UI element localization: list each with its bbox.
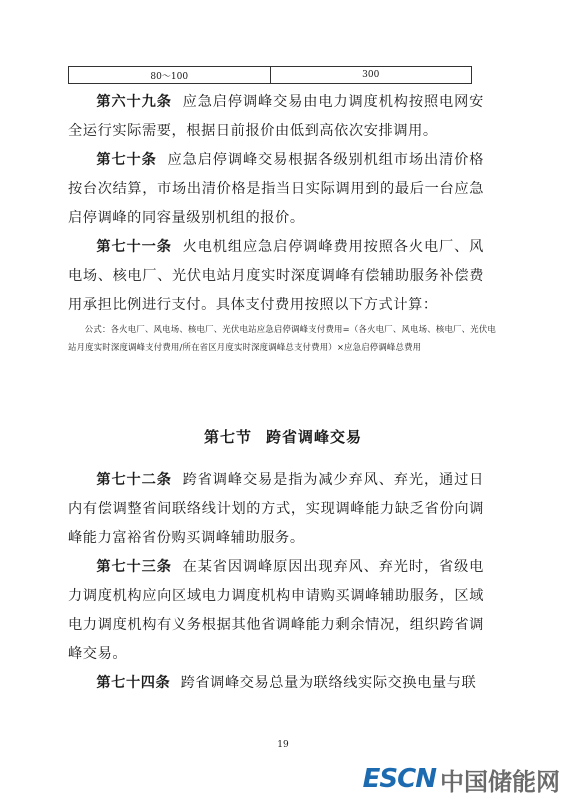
article-number: 第七十四条 (96, 675, 171, 691)
article-body: 应急启停调峰交易由电力调度机构按照电网安全运行实际需要，根据日前报价由低到高依次安排调用。 (68, 94, 484, 139)
article-body: 跨省调峰交易是指为减少弃风、弃光，通过日内有偿调整省间联络线计划的方式，实现调峰能力缺乏省份向调峰能力富裕省份购买调峰辅助服务。 (68, 472, 484, 546)
article-number: 第六十九条 (96, 94, 172, 110)
article-74 (68, 669, 484, 698)
page-number: 19 (277, 740, 289, 750)
watermark-cjk: 中国储能网 (440, 767, 560, 796)
article-body: 火电机组应急启停调峰费用按照各火电厂、风电场、核电厂、光伏电站月度实时深度调峰有偿辅助服务补偿费用承担比例进行支付。具体支付费用按照以下方式计算： (68, 239, 484, 313)
section-heading (0, 426, 566, 447)
article-number: 第七十一条 (96, 239, 172, 255)
article-body: 跨省调峰交易总量为联络线实际交换电量与联 (180, 675, 477, 691)
article-70 (68, 146, 484, 233)
article-73 (68, 553, 484, 669)
formula-text: 公式：各火电厂、风电场、核电厂、光伏电站应急启停调峰支付费用=（各火电厂、风电场、核电厂、光伏电站月度实时深度调峰支付费用/所在省区月度实时深度调峰总支付费用）×应急启停调峰总费用 (68, 324, 496, 352)
article-number: 第七十二条 (96, 472, 172, 488)
article-72 (68, 466, 484, 553)
table-cell-range: 80～100 (150, 71, 189, 82)
article-71 (68, 233, 484, 320)
article-body: 应急启停调峰交易根据各级别机组市场出清价格按台次结算，市场出清价格是指当日实际调用到的最后一台应急启停调峰的同容量级别机组的报价。 (68, 152, 484, 226)
table-cell-value: 300 (270, 67, 472, 83)
section-label: 第七节 (203, 428, 252, 446)
escn-watermark-logo (363, 764, 560, 794)
article-body: 在某省因调峰原因出现弃风、弃光时，省级电力调度机构应向区域电力调度机构申请购买调峰辅助服务，区域电力调度机构有义务根据其他省调峰能力剩余情况，组织跨省调峰交易。 (68, 559, 484, 662)
table-fragment-row (68, 66, 472, 84)
article-number: 第七十三条 (96, 559, 172, 575)
article-69 (68, 88, 484, 146)
article-number: 第七十条 (96, 152, 157, 168)
watermark-latin: ESCN (362, 764, 436, 794)
section-title: 跨省调峰交易 (266, 428, 363, 446)
